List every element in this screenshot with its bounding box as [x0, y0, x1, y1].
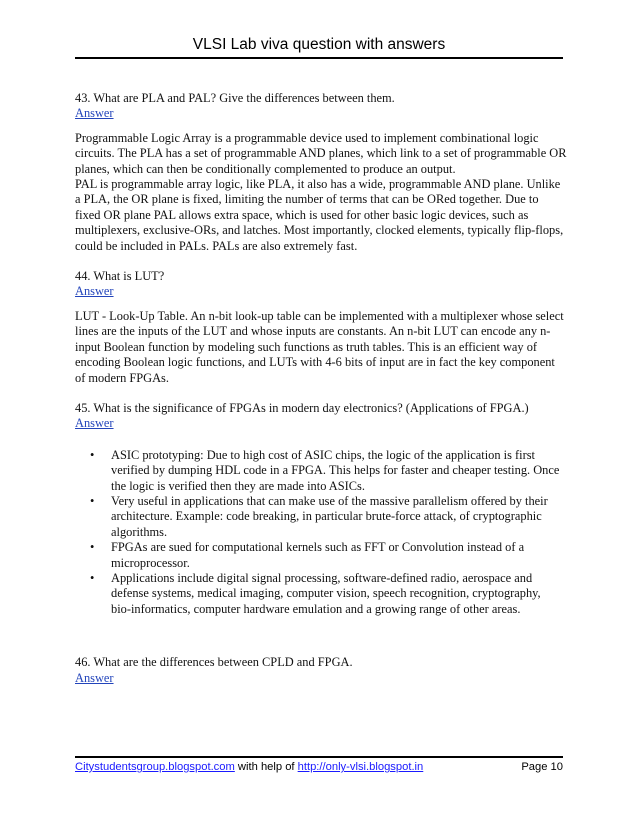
page-footer — [75, 761, 563, 773]
bullet-icon: • — [90, 447, 95, 462]
question-text: 45. What is the significance of FPGAs in modern day electronics? (Applications of FPGA.) — [75, 400, 529, 415]
question-text: 44. What is LUT? — [75, 269, 165, 284]
header-divider — [75, 57, 563, 59]
question-text: 46. What are the differences between CPLD and FPGA. — [75, 655, 353, 670]
list-item — [90, 540, 567, 571]
answer-link[interactable]: Answer — [75, 416, 114, 431]
answer-paragraph: LUT - Look-Up Table. An n-bit look-up table can be implemented with a multiplexer whose select lines are the inputs of the LUT and whose inputs are constants. An n-bit LUT can encode any n-input Boolean function by modeling such functions as truth tables. This is an efficient way of encoding Boolean logic functions, and LUTs with 4-6 bits of input are in fact the key component of modern FPGAs. — [75, 308, 564, 385]
bullet-icon: • — [90, 570, 95, 585]
page-number: Page 10 — [521, 761, 563, 773]
list-item — [90, 570, 567, 617]
question-44 — [75, 269, 567, 386]
answer-link[interactable]: Answer — [75, 284, 114, 299]
footer-divider — [75, 756, 563, 758]
list-item-text: ASIC prototyping: Due to high cost of ASIC chips, the logic of the application is first verified by dumping HDL code in a FPGA. This helps for faster and cheaper testing. Once the logic is verified then they are made into ASICs. — [111, 447, 560, 493]
answer-paragraph: Programmable Logic Array is a programmable device used to implement combinational logic circuits. The PLA has a set of programmable AND planes, which link to a set of programmable OR planes, which can then be conditionally complemented to produce an output. — [75, 130, 567, 176]
bullet-icon: • — [90, 493, 95, 508]
page-header-title: VLSI Lab viva question with answers — [192, 36, 446, 53]
bullet-icon: • — [90, 540, 95, 555]
list-item-text: Very useful in applications that can make use of the massive parallelism offered by their architecture. Example: code breaking, in particular brute-force attack, of cryptographic algorithms. — [111, 493, 548, 539]
list-item — [90, 447, 567, 494]
answer-link[interactable]: Answer — [75, 670, 114, 685]
list-item-text: Applications include digital signal processing, software-defined radio, aerospace and defense systems, medical imaging, computer vision, speech recognition, cryptography, bio-informatics, computer hardware emulation and a growing range of other areas. — [111, 570, 541, 616]
page-body — [75, 91, 567, 686]
list-item — [90, 493, 567, 540]
footer-site-link[interactable]: Citystudentsgroup.blogspot.com — [75, 761, 235, 773]
question-43 — [75, 91, 567, 254]
question-45 — [75, 401, 567, 617]
answer-paragraph: PAL is programmable array logic, like PLA, it also has a wide, programmable AND plane. Unlike a PLA, the OR plane is fixed, limiting the number of terms that can be ORed together. Due to fixed OR plane PAL allows extra space, which is used for other basic logic devices, such as multiplexers, exclusive-ORs, and latches. Most importantly, clocked elements, typically flip-flops, could be included in PALs. PALs are also extremely fast. — [75, 177, 564, 253]
question-text: 43. What are PLA and PAL? Give the differences between them. — [75, 91, 395, 105]
applications-list — [75, 448, 567, 617]
footer-url-link[interactable]: http://only-vlsi.blogspot.in — [297, 761, 424, 773]
list-item-text: FPGAs are sued for computational kernels such as FFT or Convolution instead of a microprocessor. — [111, 540, 525, 570]
footer-help-text: with help of — [234, 761, 298, 773]
answer-link[interactable]: Answer — [75, 106, 114, 121]
question-46 — [75, 655, 567, 686]
